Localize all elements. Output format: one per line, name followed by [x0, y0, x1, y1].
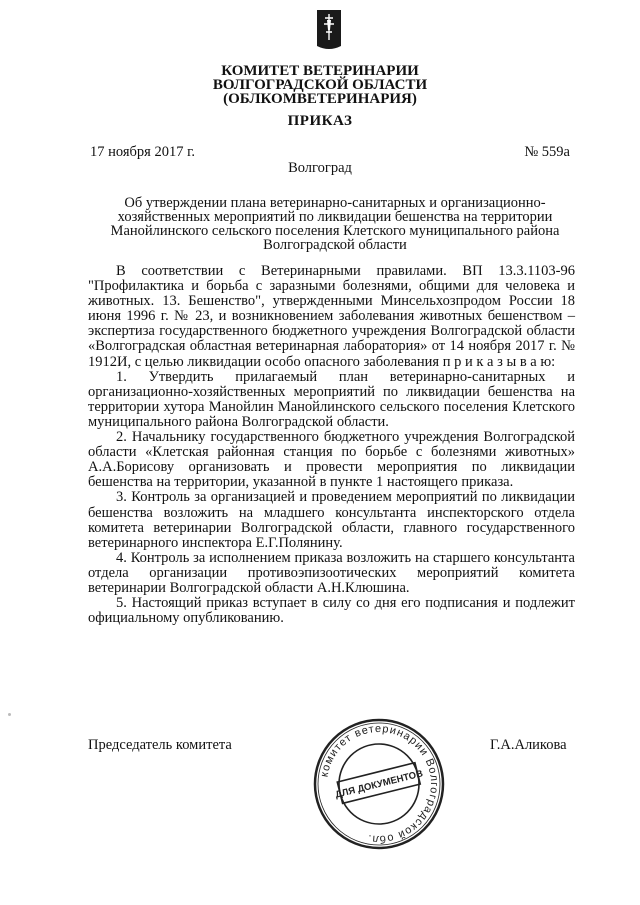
stamp-outer-text: комитет ветеринарии Волгоградской обл.	[318, 722, 441, 846]
coat-of-arms-emblem	[317, 10, 341, 50]
signature-name: Г.А.Аликова	[490, 737, 567, 753]
scan-artifact	[8, 713, 11, 716]
paragraph-item-3: 3. Контроль за организацией и проведением мероприятий по ликвидации бешенства возложить на младшего консультанта инспекторского отдела комитета ветеринарии Волгоградской области, главного государственного ветеринарного инспектора Е.Г.Полянину.	[88, 489, 575, 551]
paragraph-preamble: В соответствии с Ветеринарными правилами. ВП 13.3.1103-96 "Профилактика и борьба с заразными болезнями, общими для человека и животных. 13. Бешенство", утвержденными Минсельхозпродом России 18 июня 1996 г. № 23, и возникновением заболевания животных бешенством – экспертиза государственного бюджетного учреждения Волгоградской области «Волгоградская областная ветеринарная лаборатория» от 14 ноября 2017 г. № 1912И, с целью ликвидации особо опасного заболевания п р и к а з ы в а ю:	[88, 263, 575, 370]
document-type: ПРИКАЗ	[287, 113, 353, 129]
paragraph-item-1: 1. Утвердить прилагаемый план ветеринарно-санитарных и организационно-хозяйственных мероприятий по ликвидации бешенства на территории хутора Манойлин Манойлинского сельского поселения Клетского муниципального района Волгоградской области.	[88, 368, 575, 430]
stamp-inner-text: ДЛЯ ДОКУМЕНТОВ	[334, 768, 425, 801]
header-line-3: (ОБЛКОМВЕТЕРИНАРИЯ)	[223, 91, 417, 107]
document-number: № 559а	[524, 144, 570, 160]
document-body	[88, 264, 575, 626]
header-line-2: ВОЛГОГРАДСКОЙ ОБЛАСТИ	[212, 77, 428, 93]
official-stamp	[311, 716, 447, 852]
document-city: Волгоград	[288, 160, 352, 176]
paragraph-item-2: 2. Начальнику государственного бюджетного учреждения Волгоградской области «Клетская районная станция по борьбе с болезнями животных» А.А.Борисову организовать и провести мероприятия по ликвидации бешенства на территории, указанной в пункте 1 настоящего приказа.	[88, 429, 575, 491]
signature-position: Председатель комитета	[88, 737, 232, 753]
header-line-1: КОМИТЕТ ВЕТЕРИНАРИИ	[221, 63, 419, 79]
document-date: 17 ноября 2017 г.	[90, 144, 196, 160]
paragraph-item-5: 5. Настоящий приказ вступает в силу со дня его подписания и подлежит официальному опубликованию.	[88, 595, 575, 627]
paragraph-item-4: 4. Контроль за исполнением приказа возложить на старшего консультанта отдела организации противоэпизоотических мероприятий комитета ветеринарии Волгоградской области А.Н.Клюшина.	[88, 549, 575, 596]
document-subject: Об утверждении плана ветеринарно-санитарных и организационно-хозяйственных мероприятий по ликвидации бешенства на территории Манойлинского сельского поселения Клетского муниципального района Волгоградской области	[110, 195, 560, 253]
